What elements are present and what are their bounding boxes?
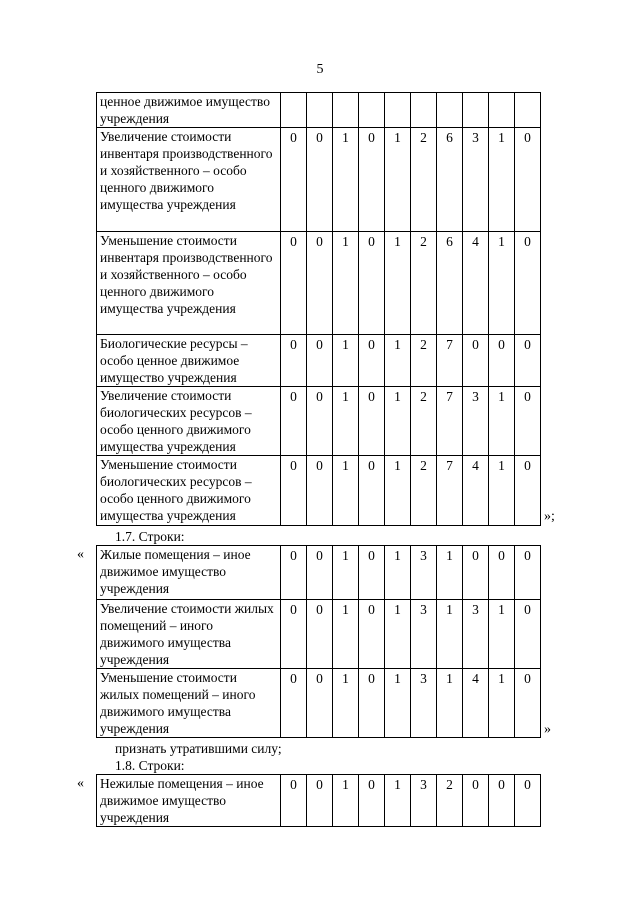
code-digit: 4 bbox=[463, 669, 489, 738]
code-digit: 1 bbox=[489, 232, 515, 335]
code-digit: 1 bbox=[489, 669, 515, 738]
row-label: Уменьшение стоимости жилых помещений – иного движимого имущества учреждения bbox=[97, 669, 281, 738]
invalidate-text: признать утратившими силу; bbox=[115, 741, 282, 756]
code-digit: 0 bbox=[515, 669, 541, 738]
table-row bbox=[97, 232, 541, 335]
code-digit: 1 bbox=[385, 128, 411, 232]
code-digit: 2 bbox=[411, 232, 437, 335]
table-row bbox=[97, 387, 541, 456]
code-digit: 2 bbox=[411, 456, 437, 526]
code-digit: 0 bbox=[489, 775, 515, 827]
code-digit: 4 bbox=[463, 456, 489, 526]
code-digit: 0 bbox=[515, 387, 541, 456]
account-codes-table-3 bbox=[96, 774, 541, 827]
row-label: Жилые помещения – иное движимое имущество учреждения bbox=[97, 546, 281, 600]
code-digit: 1 bbox=[333, 456, 359, 526]
code-digit: 0 bbox=[489, 335, 515, 387]
code-digit: 0 bbox=[281, 669, 307, 738]
table-row bbox=[97, 600, 541, 669]
code-digit bbox=[463, 93, 489, 128]
code-digit: 3 bbox=[411, 669, 437, 738]
code-digit: 0 bbox=[281, 335, 307, 387]
table-row bbox=[97, 335, 541, 387]
row-label: Увеличение стоимости жилых помещений – иного движимого имущества учреждения bbox=[97, 600, 281, 669]
table-row bbox=[97, 775, 541, 827]
code-digit: 1 bbox=[489, 600, 515, 669]
code-digit: 0 bbox=[359, 600, 385, 669]
code-digit: 1 bbox=[333, 669, 359, 738]
code-digit: 3 bbox=[463, 128, 489, 232]
code-digit bbox=[411, 93, 437, 128]
code-digit: 0 bbox=[463, 335, 489, 387]
code-digit: 0 bbox=[515, 456, 541, 526]
opening-quote: « bbox=[77, 776, 84, 791]
table-row bbox=[97, 669, 541, 738]
section-heading-1-7: 1.7. Строки: bbox=[115, 529, 185, 544]
table-row bbox=[97, 128, 541, 232]
code-digit: 1 bbox=[385, 456, 411, 526]
code-digit: 0 bbox=[489, 546, 515, 600]
code-digit: 7 bbox=[437, 456, 463, 526]
closing-quote: »; bbox=[544, 509, 555, 524]
row-label: ценное движимое имущество учреждения bbox=[97, 93, 281, 128]
code-digit: 3 bbox=[411, 546, 437, 600]
row-label: Нежилые помещения – иное движимое имущество учреждения bbox=[97, 775, 281, 827]
code-digit: 3 bbox=[411, 775, 437, 827]
code-digit: 1 bbox=[333, 775, 359, 827]
account-codes-table-2 bbox=[96, 545, 541, 738]
code-digit: 0 bbox=[359, 775, 385, 827]
code-digit: 0 bbox=[307, 387, 333, 456]
code-digit: 2 bbox=[437, 775, 463, 827]
code-digit: 1 bbox=[333, 387, 359, 456]
code-digit: 0 bbox=[515, 775, 541, 827]
code-digit: 0 bbox=[307, 128, 333, 232]
code-digit: 0 bbox=[463, 546, 489, 600]
code-digit bbox=[489, 93, 515, 128]
code-digit: 0 bbox=[463, 775, 489, 827]
row-label: Увеличение стоимости инвентаря производственного и хозяйственного – особо ценного движимого имущества учреждения bbox=[97, 128, 281, 232]
code-digit: 1 bbox=[437, 669, 463, 738]
code-digit: 1 bbox=[489, 387, 515, 456]
code-digit: 1 bbox=[385, 600, 411, 669]
code-digit: 1 bbox=[333, 546, 359, 600]
code-digit: 2 bbox=[411, 335, 437, 387]
code-digit: 0 bbox=[359, 546, 385, 600]
code-digit: 2 bbox=[411, 128, 437, 232]
code-digit: 7 bbox=[437, 387, 463, 456]
code-digit bbox=[515, 93, 541, 128]
code-digit: 0 bbox=[515, 600, 541, 669]
code-digit: 0 bbox=[307, 669, 333, 738]
code-digit: 1 bbox=[333, 600, 359, 669]
code-digit: 0 bbox=[515, 128, 541, 232]
code-digit: 1 bbox=[333, 128, 359, 232]
code-digit: 0 bbox=[281, 775, 307, 827]
code-digit: 0 bbox=[281, 600, 307, 669]
code-digit: 0 bbox=[359, 335, 385, 387]
page-number: 5 bbox=[316, 62, 324, 77]
table-row bbox=[97, 456, 541, 526]
code-digit: 1 bbox=[385, 669, 411, 738]
code-digit: 1 bbox=[385, 775, 411, 827]
code-digit: 0 bbox=[359, 232, 385, 335]
code-digit bbox=[359, 93, 385, 128]
row-label: Увеличение стоимости биологических ресурсов – особо ценного движимого имущества учреждения bbox=[97, 387, 281, 456]
code-digit: 3 bbox=[463, 600, 489, 669]
code-digit: 0 bbox=[359, 128, 385, 232]
account-codes-table-1 bbox=[96, 92, 541, 526]
code-digit: 3 bbox=[411, 600, 437, 669]
code-digit: 0 bbox=[307, 546, 333, 600]
code-digit bbox=[333, 93, 359, 128]
code-digit: 0 bbox=[281, 456, 307, 526]
row-label: Уменьшение стоимости инвентаря производственного и хозяйственного – особо ценного движимого имущества учреждения bbox=[97, 232, 281, 335]
table-row bbox=[97, 546, 541, 600]
code-digit: 0 bbox=[359, 456, 385, 526]
code-digit: 1 bbox=[333, 335, 359, 387]
row-label: Биологические ресурсы – особо ценное движимое имущество учреждения bbox=[97, 335, 281, 387]
code-digit: 7 bbox=[437, 335, 463, 387]
code-digit: 2 bbox=[411, 387, 437, 456]
code-digit bbox=[281, 93, 307, 128]
code-digit: 1 bbox=[385, 232, 411, 335]
table-row bbox=[97, 93, 541, 128]
code-digit: 0 bbox=[307, 600, 333, 669]
row-label: Уменьшение стоимости биологических ресурсов – особо ценного движимого имущества учреждения bbox=[97, 456, 281, 526]
closing-quote: » bbox=[544, 722, 551, 737]
code-digit: 0 bbox=[359, 669, 385, 738]
code-digit: 1 bbox=[385, 546, 411, 600]
code-digit: 0 bbox=[307, 775, 333, 827]
code-digit: 6 bbox=[437, 232, 463, 335]
code-digit: 1 bbox=[385, 335, 411, 387]
code-digit bbox=[385, 93, 411, 128]
code-digit: 1 bbox=[385, 387, 411, 456]
code-digit: 0 bbox=[281, 128, 307, 232]
code-digit: 0 bbox=[515, 546, 541, 600]
opening-quote: « bbox=[77, 547, 84, 562]
code-digit: 0 bbox=[359, 387, 385, 456]
code-digit: 0 bbox=[515, 232, 541, 335]
code-digit: 1 bbox=[437, 600, 463, 669]
code-digit bbox=[307, 93, 333, 128]
code-digit: 0 bbox=[281, 546, 307, 600]
code-digit: 1 bbox=[333, 232, 359, 335]
code-digit bbox=[437, 93, 463, 128]
code-digit: 0 bbox=[307, 456, 333, 526]
code-digit: 0 bbox=[281, 232, 307, 335]
code-digit: 1 bbox=[489, 456, 515, 526]
code-digit: 0 bbox=[307, 335, 333, 387]
code-digit: 0 bbox=[281, 387, 307, 456]
code-digit: 1 bbox=[437, 546, 463, 600]
code-digit: 1 bbox=[489, 128, 515, 232]
section-heading-1-8: 1.8. Строки: bbox=[115, 758, 185, 773]
code-digit: 3 bbox=[463, 387, 489, 456]
code-digit: 4 bbox=[463, 232, 489, 335]
code-digit: 0 bbox=[307, 232, 333, 335]
code-digit: 6 bbox=[437, 128, 463, 232]
code-digit: 0 bbox=[515, 335, 541, 387]
